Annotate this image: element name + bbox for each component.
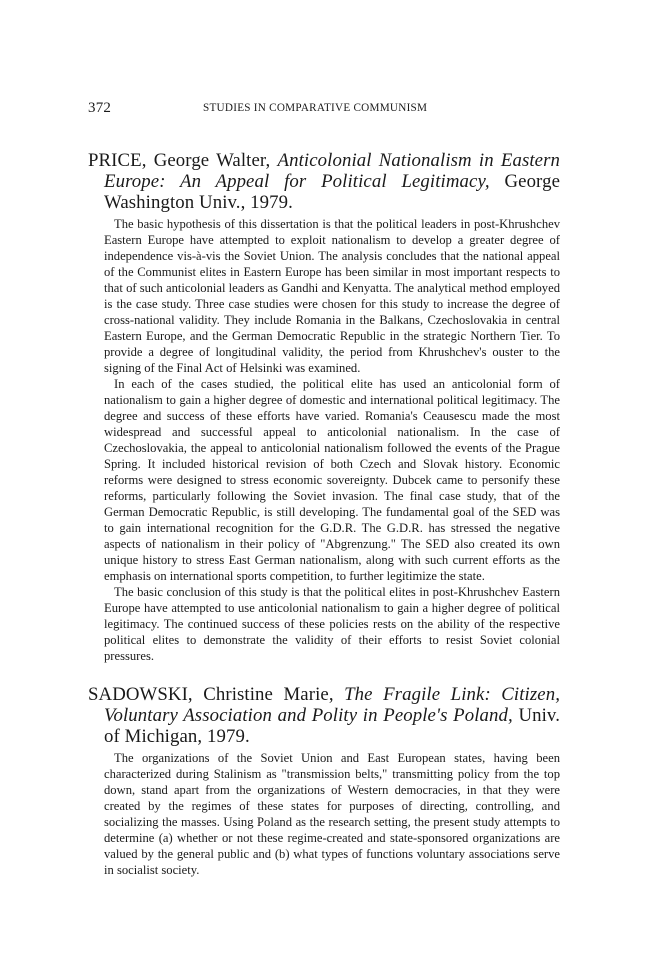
dissertation-entry-price (88, 150, 560, 664)
abstract-paragraph: In each of the cases studied, the political elite has used an anticolonial form of nationalism to gain a higher degree of domestic and international political legitimacy. The degree and success of these efforts have varied. Romania's Ceausescu made the most widespread and successful appeal to anticolonial nationalism. In the case of Czechoslovakia, the appeal to anticolonial nationalism followed the events of the Prague Spring. It included historical revision of both Czech and Slovak history. Economic reforms were designed to stress economic sovereignty. Dubcek came to personify these reforms, particularly following the Soviet invasion. The final case study, that of the German Democratic Republic, is still developing. The fundamental goal of the SED was to gain international recognition for the G.D.R. The G.D.R. has stressed the negative aspects of nationalism in their policy of "Abgrenzung." The SED also created its own unique history to stress East German nationalism, along with such current efforts as the emphasis on international sports competition, to further legitimize the state. (104, 377, 560, 583)
entry-institution: George Washington Univ., 1979. (104, 171, 561, 213)
entry-author: SADOWSKI, Christine Marie, (88, 684, 334, 705)
entry-title: The Fragile Link: Citizen, Voluntary Association and Polity in People's Poland, (104, 684, 561, 726)
entry-author: PRICE, George Walter, (88, 150, 271, 171)
abstract-paragraph: The basic hypothesis of this dissertation is that the political leaders in post-Khrushchev Eastern Europe have attempted to exploit nationalism to develop a greater degree of independence vis-à-vis the Soviet Union. The analysis concludes that the national appeal of the Communist elites in Eastern Europe has been similar in most important respects to that of such anticolonial leaders as Gandhi and Kenyatta. The analytical method employed is the case study. Three case studies were chosen for this study to increase the degree of cross-national validity. They include Romania in the Balkans, Czechoslovakia in central Eastern Europe, and the German Democratic Republic in the strategic Northern Tier. To provide a degree of longitudinal validity, the period from Khrushchev's ouster to the signing of the Final Act of Helsinki was examined. (104, 217, 560, 375)
page-number: 372 (88, 100, 112, 116)
entry-institution: Univ. of Michigan, 1979. (104, 705, 560, 747)
running-head: STUDIES IN COMPARATIVE COMMUNISM (203, 102, 428, 114)
abstract-paragraph: The organizations of the Soviet Union and East European states, having been characterized during Stalinism as "transmission belts," transmitting policy from the top down, stand apart from the organizations of Western democracies, in that they were created by the regimes of these states for purposes of directing, controlling, and socializing the masses. Using Poland as the research setting, the present study attempts to determine (a) whether or not these regime-created and state-sponsored organizations are valued by the general public and (b) what types of functions voluntary associations serve in socialist society. (104, 751, 560, 877)
entry-abstract (88, 216, 560, 664)
dissertation-entry-sadowski (88, 684, 560, 878)
entry-title: Anticolonial Nationalism in Eastern Europe: An Appeal for Political Legitimacy, (104, 150, 561, 192)
abstract-paragraph: The basic conclusion of this study is that the political elites in post-Khrushchev Eastern Europe have attempted to use anticolonial nationalism to gain a higher degree of political legitimacy. The continued success of these policies rests on the ability of the respective political elites to demonstrate the validity of their efforts to resist Soviet colonial pressures. (104, 585, 560, 663)
entry-citation (88, 150, 560, 213)
page-header (88, 100, 568, 120)
entry-abstract (88, 750, 560, 878)
entry-citation (88, 684, 560, 747)
